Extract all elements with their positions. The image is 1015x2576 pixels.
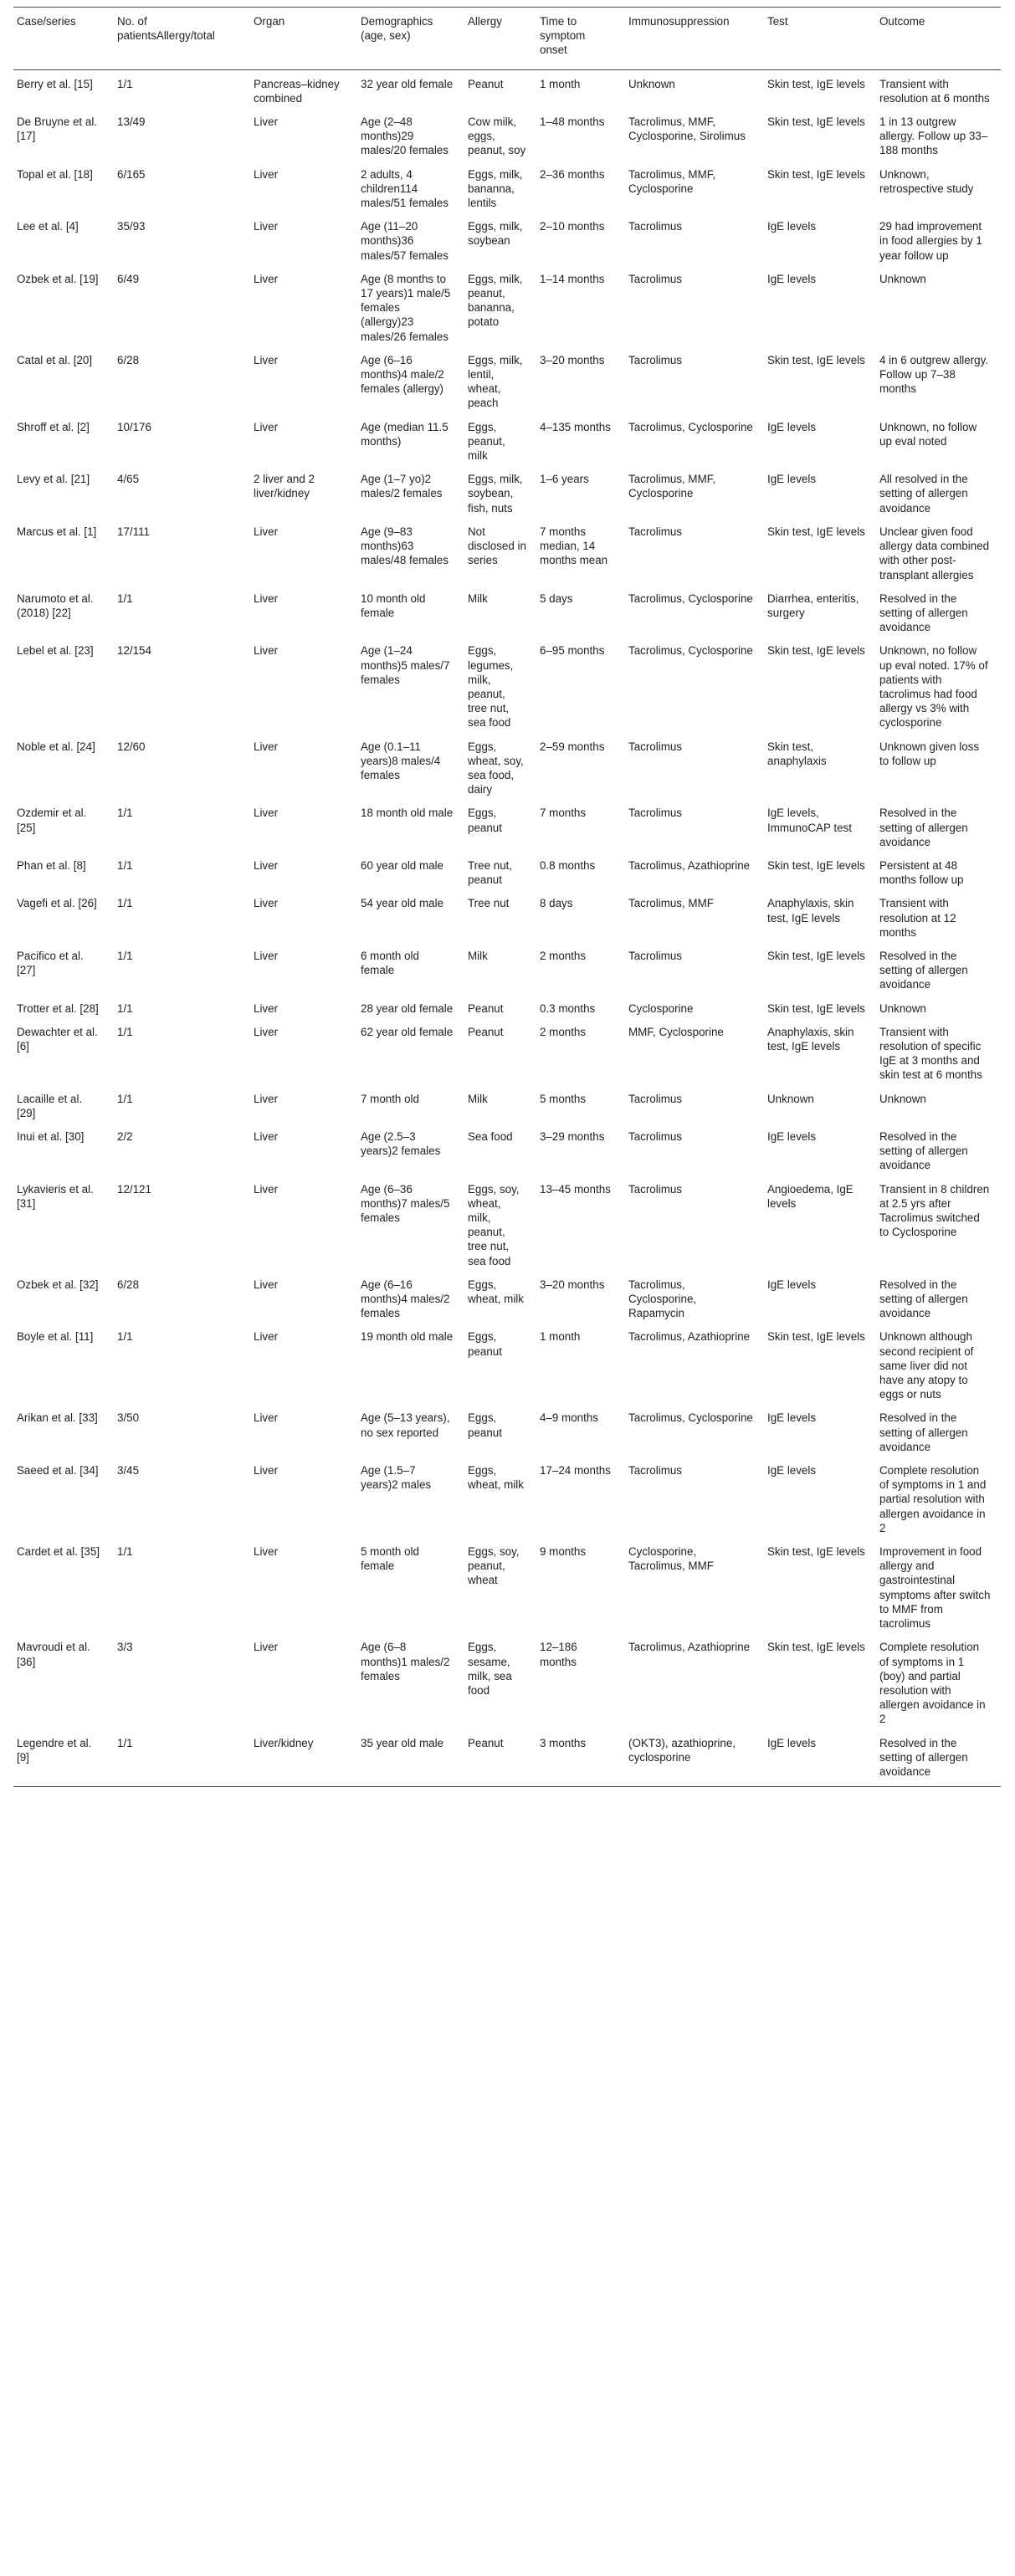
patients-cell: 6/49 <box>117 272 140 285</box>
outcome-cell: Resolved in the setting of allergen avoidance <box>879 592 968 634</box>
outcome-cell: Unknown <box>879 1092 926 1105</box>
test-cell: IgE levels <box>767 1130 817 1143</box>
organ-cell: Liver <box>254 525 279 538</box>
table-row <box>13 857 1001 894</box>
demographics-cell: Age (6–36 months)7 males/5 females <box>361 1182 450 1225</box>
patients-cell: 13/49 <box>117 115 146 129</box>
demographics-cell: Age (2–48 months)29 males/20 females <box>361 115 449 157</box>
case-series-cell: Noble et al. [24] <box>17 740 95 753</box>
demographics-cell: 2 adults, 4 children114 males/51 females <box>361 167 449 210</box>
outcome-cell: 29 had improvement in food allergies by 1 year follow up <box>879 220 982 262</box>
onset-cell: 4–135 months <box>540 420 611 433</box>
immunosuppression-cell: Tacrolimus, Cyclosporine <box>628 592 753 605</box>
table-row <box>13 470 1001 523</box>
demographics-cell: 60 year old male <box>361 858 443 872</box>
organ-cell: Liver <box>254 1464 279 1477</box>
patients-cell: 3/3 <box>117 1641 133 1654</box>
case-series-cell: Phan et al. [8] <box>17 858 86 872</box>
organ-cell: Liver <box>254 1092 279 1105</box>
organ-cell: Liver <box>254 1278 279 1291</box>
onset-cell: 2–10 months <box>540 220 605 233</box>
organ-cell: Liver <box>254 1130 279 1143</box>
test-cell: IgE levels <box>767 473 817 486</box>
onset-cell: 1–48 months <box>540 115 605 129</box>
allergy-cell: Eggs, milk, soybean <box>468 220 523 248</box>
case-series-cell: Inui et al. [30] <box>17 1130 85 1143</box>
table-row <box>13 642 1001 737</box>
table-row <box>13 166 1001 218</box>
immunosuppression-cell: Tacrolimus, MMF, Cyclosporine <box>628 167 716 195</box>
test-cell: Skin test, anaphylaxis <box>767 740 827 767</box>
table-header <box>13 8 1001 70</box>
allergy-cell: Eggs, milk, lentil, wheat, peach <box>468 353 523 410</box>
patients-cell: 2/2 <box>117 1130 133 1143</box>
test-cell: Skin test, IgE levels <box>767 77 865 90</box>
allergy-cell: Eggs, wheat, soy, sea food, dairy <box>468 740 524 796</box>
test-cell: Anaphylaxis, skin test, IgE levels <box>767 1025 854 1052</box>
test-cell: Unknown <box>767 1092 814 1105</box>
demographics-cell: 54 year old male <box>361 897 443 910</box>
patients-cell: 3/45 <box>117 1464 140 1477</box>
patients-cell: 4/65 <box>117 473 140 486</box>
table-row <box>13 1462 1001 1543</box>
outcome-cell: All resolved in the setting of allergen avoidance <box>879 473 968 515</box>
case-series-cell: Pacifico et al. [27] <box>17 949 84 977</box>
onset-cell: 1–6 years <box>540 473 589 486</box>
organ-cell: Liver <box>254 420 279 433</box>
demographics-cell: Age (11–20 months)36 males/57 females <box>361 220 449 262</box>
table-row <box>13 1023 1001 1090</box>
immunosuppression-cell: Tacrolimus, Cyclosporine, Rapamycin <box>628 1278 697 1320</box>
patients-cell: 6/28 <box>117 1278 140 1291</box>
allergy-cell: Eggs, peanut, milk <box>468 420 505 463</box>
demographics-cell: 6 month old female <box>361 949 419 977</box>
demographics-cell: Age (5–13 years), no sex reported <box>361 1411 450 1439</box>
test-cell: IgE levels <box>767 220 817 233</box>
case-series-cell: De Bruyne et al. [17] <box>17 115 98 143</box>
onset-cell: 9 months <box>540 1545 587 1559</box>
case-series-cell: Vagefi et al. [26] <box>17 897 97 910</box>
immunosuppression-cell: (OKT3), azathioprine, cyclosporine <box>628 1736 736 1764</box>
test-cell: IgE levels <box>767 1464 817 1477</box>
demographics-cell: Age (6–8 months)1 males/2 females <box>361 1641 450 1682</box>
test-cell: IgE levels <box>767 420 817 433</box>
outcome-cell: Transient with resolution at 6 months <box>879 77 990 105</box>
onset-cell: 5 days <box>540 592 573 605</box>
demographics-cell: Age (8 months to 17 years)1 male/5 females (allergy)23 males/26 females <box>361 272 451 343</box>
organ-cell: Liver <box>254 1411 279 1425</box>
allergy-cell: Eggs, soy, peanut, wheat <box>468 1545 520 1587</box>
header-organ: Organ <box>254 15 285 28</box>
table-row <box>13 1090 1001 1128</box>
onset-cell: 3 months <box>540 1736 587 1749</box>
outcome-cell: Unknown although second recipient of same liver did not have any atopy to eggs or nuts <box>879 1330 974 1401</box>
outcome-cell: Unknown <box>879 1001 926 1015</box>
demographics-cell: 35 year old male <box>361 1736 443 1749</box>
table-row <box>13 1000 1001 1023</box>
allergy-cell: Eggs, sesame, milk, sea food <box>468 1641 512 1697</box>
outcome-cell: Unknown, retrospective study <box>879 167 974 195</box>
allergy-cell: Milk <box>468 592 488 605</box>
test-cell: Skin test, IgE levels <box>767 644 865 658</box>
outcome-cell: Unknown <box>879 272 926 285</box>
immunosuppression-cell: Tacrolimus, Azathioprine <box>628 1641 751 1654</box>
organ-cell: Liver <box>254 220 279 233</box>
organ-cell: Liver <box>254 115 279 129</box>
case-series-cell: Marcus et al. [1] <box>17 525 97 538</box>
onset-cell: 6–95 months <box>540 644 605 658</box>
patients-cell: 3/50 <box>117 1411 140 1425</box>
patients-cell: 1/1 <box>117 1001 133 1015</box>
immunosuppression-cell: Tacrolimus, Cyclosporine <box>628 1411 753 1425</box>
immunosuppression-cell: Tacrolimus, Azathioprine <box>628 858 751 872</box>
immunosuppression-cell: Tacrolimus <box>628 740 682 753</box>
outcome-cell: 4 in 6 outgrew allergy. Follow up 7–38 months <box>879 353 989 396</box>
case-series-cell: Levy et al. [21] <box>17 473 90 486</box>
demographics-cell: 19 month old male <box>361 1330 454 1344</box>
immunosuppression-cell: Unknown <box>628 77 675 90</box>
organ-cell: Liver <box>254 807 279 820</box>
onset-cell: 1–14 months <box>540 272 605 285</box>
table-row <box>13 218 1001 270</box>
demographics-cell: 5 month old female <box>361 1545 419 1573</box>
case-series-cell: Lee et al. [4] <box>17 220 79 233</box>
patients-cell: 1/1 <box>117 858 133 872</box>
test-cell: Angioedema, IgE levels <box>767 1182 854 1210</box>
patients-cell: 1/1 <box>117 897 133 910</box>
allergy-cell: Eggs, milk, peanut, bananna, potato <box>468 272 523 329</box>
test-cell: Skin test, IgE levels <box>767 1641 865 1654</box>
patients-cell: 1/1 <box>117 1545 133 1559</box>
test-cell: Skin test, IgE levels <box>767 525 865 538</box>
outcome-cell: Unknown given loss to follow up <box>879 740 980 767</box>
patients-cell: 6/28 <box>117 353 140 366</box>
allergy-cell: Not disclosed in series <box>468 525 526 567</box>
table-row <box>13 1638 1001 1734</box>
outcome-cell: Unknown, no follow up eval noted <box>879 420 977 448</box>
table-row <box>13 1409 1001 1462</box>
allergy-cell: Milk <box>468 1092 488 1105</box>
allergy-cell: Eggs, milk, bananna, lentils <box>468 167 523 210</box>
case-series-cell: Ozbek et al. [19] <box>17 272 99 285</box>
table-row <box>13 1128 1001 1180</box>
test-cell: Skin test, IgE levels <box>767 353 865 366</box>
demographics-cell: Age (1.5–7 years)2 males <box>361 1464 432 1492</box>
test-cell: Anaphylaxis, skin test, IgE levels <box>767 897 854 924</box>
onset-cell: 7 months median, 14 months mean <box>540 525 608 567</box>
onset-cell: 8 days <box>540 897 573 910</box>
case-series-cell: Lacaille et al. [29] <box>17 1092 83 1119</box>
test-cell: Diarrhea, enteritis, surgery <box>767 592 859 619</box>
allergy-cell: Peanut <box>468 1001 504 1015</box>
onset-cell: 5 months <box>540 1092 587 1105</box>
demographics-cell: Age (2.5–3 years)2 females <box>361 1130 441 1158</box>
onset-cell: 12–186 months <box>540 1641 577 1668</box>
organ-cell: Liver <box>254 644 279 658</box>
onset-cell: 2–59 months <box>540 740 605 753</box>
test-cell: Skin test, IgE levels <box>767 115 865 129</box>
allergy-cell: Peanut <box>468 1736 504 1749</box>
case-series-cell: Legendre et al. [9] <box>17 1736 92 1764</box>
organ-cell: Liver <box>254 858 279 872</box>
outcome-cell: Transient with resolution of specific IgE at 3 months and skin test at 6 months <box>879 1025 982 1082</box>
case-series-cell: Boyle et al. [11] <box>17 1330 94 1344</box>
test-cell: Skin test, IgE levels <box>767 858 865 872</box>
demographics-cell: 7 month old <box>361 1092 419 1105</box>
organ-cell: Liver <box>254 949 279 962</box>
outcome-cell: Improvement in food allergy and gastrointestinal symptoms after switch to MMF from tacrolimus <box>879 1545 991 1631</box>
case-series-cell: Shroff et al. [2] <box>17 420 90 433</box>
allergy-cell: Peanut <box>468 77 504 90</box>
case-series-table <box>13 7 1001 1787</box>
immunosuppression-cell: Tacrolimus <box>628 1182 682 1196</box>
test-cell: Skin test, IgE levels <box>767 1545 865 1559</box>
table-row <box>13 1276 1001 1329</box>
onset-cell: 1 month <box>540 77 581 90</box>
case-series-cell: Trotter et al. [28] <box>17 1001 99 1015</box>
table-row <box>13 894 1001 947</box>
onset-cell: 4–9 months <box>540 1411 598 1425</box>
immunosuppression-cell: Tacrolimus <box>628 1092 682 1105</box>
onset-cell: 17–24 months <box>540 1464 611 1477</box>
table-row <box>13 738 1001 805</box>
case-series-cell: Cardet et al. [35] <box>17 1545 100 1559</box>
case-series-cell: Berry et al. [15] <box>17 77 93 90</box>
patients-cell: 1/1 <box>117 77 133 90</box>
demographics-cell: 32 year old female <box>361 77 454 90</box>
allergy-cell: Peanut <box>468 1025 504 1038</box>
onset-cell: 3–20 months <box>540 353 605 366</box>
demographics-cell: Age (0.1–11 years)8 males/4 females <box>361 740 441 781</box>
demographics-cell: 10 month old female <box>361 592 426 619</box>
outcome-cell: Persistent at 48 months follow up <box>879 858 964 887</box>
header-demographics: Demographics (age, sex) <box>361 15 433 43</box>
immunosuppression-cell: Tacrolimus <box>628 525 682 538</box>
organ-cell: Liver/kidney <box>254 1736 314 1749</box>
patients-cell: 1/1 <box>117 1330 133 1344</box>
immunosuppression-cell: Tacrolimus, MMF, Cyclosporine <box>628 473 716 500</box>
patients-cell: 10/176 <box>117 420 151 433</box>
outcome-cell: Complete resolution of symptoms in 1 and partial resolution with allergen avoidance in 2 <box>879 1464 987 1534</box>
patients-cell: 35/93 <box>117 220 146 233</box>
table-row <box>13 69 1001 113</box>
table-row <box>13 418 1001 471</box>
organ-cell: 2 liver and 2 liver/kidney <box>254 473 315 500</box>
demographics-cell: 28 year old female <box>361 1001 454 1015</box>
allergy-cell: Eggs, peanut <box>468 1411 502 1439</box>
organ-cell: Liver <box>254 740 279 753</box>
allergy-cell: Eggs, wheat, milk <box>468 1278 524 1306</box>
outcome-cell: Resolved in the setting of allergen avoidance <box>879 1736 968 1778</box>
immunosuppression-cell: Tacrolimus <box>628 220 682 233</box>
case-series-cell: Dewachter et al. [6] <box>17 1025 98 1052</box>
patients-cell: 1/1 <box>117 1025 133 1038</box>
case-series-cell: Catal et al. [20] <box>17 353 93 366</box>
allergy-cell: Eggs, peanut <box>468 807 502 834</box>
allergy-cell: Cow milk, eggs, peanut, soy <box>468 115 526 157</box>
outcome-cell: Resolved in the setting of allergen avoidance <box>879 1278 968 1320</box>
onset-cell: 2 months <box>540 1025 587 1038</box>
table-row <box>13 351 1001 418</box>
organ-cell: Pancreas–kidney combined <box>254 77 340 105</box>
immunosuppression-cell: Tacrolimus, Cyclosporine <box>628 644 753 658</box>
test-cell: IgE levels <box>767 1411 817 1425</box>
onset-cell: 2–36 months <box>540 167 605 181</box>
case-series-cell: Topal et al. [18] <box>17 167 93 181</box>
test-cell: Skin test, IgE levels <box>767 1001 865 1015</box>
table-row <box>13 947 1001 1000</box>
demographics-cell: Age (6–16 months)4 male/2 females (allergy) <box>361 353 444 396</box>
case-series-cell: Ozbek et al. [32] <box>17 1278 99 1291</box>
demographics-cell: Age (1–24 months)5 males/7 females <box>361 644 450 686</box>
header-case-series: Case/series <box>17 15 76 28</box>
header-time-to-onset: Time to symptom onset <box>540 15 586 57</box>
case-series-cell: Narumoto et al. (2018) [22] <box>17 592 94 619</box>
organ-cell: Liver <box>254 1330 279 1344</box>
case-series-cell: Lykavieris et al. [31] <box>17 1182 94 1210</box>
header-allergy: Allergy <box>468 15 502 28</box>
outcome-cell: 1 in 13 outgrew allergy. Follow up 33–188 months <box>879 115 988 157</box>
header-immunosuppression: Immunosuppression <box>628 15 730 28</box>
immunosuppression-cell: Tacrolimus, Cyclosporine <box>628 420 753 433</box>
immunosuppression-cell: Tacrolimus, MMF, Cyclosporine, Sirolimus <box>628 115 746 143</box>
immunosuppression-cell: Tacrolimus <box>628 272 682 285</box>
test-cell: Skin test, IgE levels <box>767 1330 865 1344</box>
test-cell: IgE levels <box>767 1278 817 1291</box>
outcome-cell: Resolved in the setting of allergen avoidance <box>879 949 968 991</box>
table-row <box>13 270 1001 351</box>
test-cell: Skin test, IgE levels <box>767 949 865 962</box>
immunosuppression-cell: Tacrolimus, Azathioprine <box>628 1330 751 1344</box>
outcome-cell: Resolved in the setting of allergen avoidance <box>879 1411 968 1453</box>
demographics-cell: 18 month old male <box>361 807 454 820</box>
organ-cell: Liver <box>254 592 279 605</box>
onset-cell: 13–45 months <box>540 1182 611 1196</box>
outcome-cell: Complete resolution of symptoms in 1 (boy) and partial resolution with allergen avoidance in 2 <box>879 1641 986 1726</box>
organ-cell: Liver <box>254 897 279 910</box>
case-series-cell: Saeed et al. [34] <box>17 1464 99 1477</box>
patients-cell: 12/121 <box>117 1182 151 1196</box>
demographics-cell: Age (6–16 months)4 males/2 females <box>361 1278 450 1320</box>
case-series-cell: Arikan et al. [33] <box>17 1411 98 1425</box>
organ-cell: Liver <box>254 1545 279 1559</box>
demographics-cell: Age (1–7 yo)2 males/2 females <box>361 473 443 500</box>
patients-cell: 1/1 <box>117 1736 133 1749</box>
organ-cell: Liver <box>254 167 279 181</box>
allergy-cell: Tree nut, peanut <box>468 858 513 887</box>
header-test: Test <box>767 15 788 28</box>
organ-cell: Liver <box>254 1182 279 1196</box>
outcome-cell: Unknown, no follow up eval noted. 17% of patients with tacrolimus had food allergy vs 3% with cyclosporine <box>879 644 988 730</box>
allergy-cell: Milk <box>468 949 488 962</box>
outcome-cell: Transient in 8 children at 2.5 yrs after Tacrolimus switched to Cyclosporine <box>879 1182 990 1239</box>
allergy-cell: Sea food <box>468 1130 513 1143</box>
onset-cell: 3–20 months <box>540 1278 605 1291</box>
patients-cell: 17/111 <box>117 525 150 538</box>
allergy-cell: Eggs, milk, soybean, fish, nuts <box>468 473 523 515</box>
patients-cell: 1/1 <box>117 592 133 605</box>
table-row <box>13 1328 1001 1409</box>
onset-cell: 0.3 months <box>540 1001 596 1015</box>
demographics-cell: Age (median 11.5 months) <box>361 420 449 448</box>
immunosuppression-cell: MMF, Cyclosporine <box>628 1025 724 1038</box>
immunosuppression-cell: Tacrolimus <box>628 949 682 962</box>
onset-cell: 0.8 months <box>540 858 596 872</box>
table-row <box>13 1734 1001 1787</box>
outcome-cell: Resolved in the setting of allergen avoidance <box>879 807 968 848</box>
organ-cell: Liver <box>254 1641 279 1654</box>
immunosuppression-cell: Tacrolimus <box>628 1464 682 1477</box>
table-body <box>13 69 1001 1787</box>
header-outcome: Outcome <box>879 15 925 28</box>
table-row <box>13 523 1001 590</box>
immunosuppression-cell: Tacrolimus, MMF <box>628 897 714 910</box>
immunosuppression-cell: Cyclosporine <box>628 1001 694 1015</box>
allergy-cell: Eggs, soy, wheat, milk, peanut, tree nut, sea food <box>468 1182 520 1268</box>
demographics-cell: 62 year old female <box>361 1025 454 1038</box>
outcome-cell: Transient with resolution at 12 months <box>879 897 956 939</box>
patients-cell: 6/165 <box>117 167 146 181</box>
table-row <box>13 1180 1001 1276</box>
test-cell: Skin test, IgE levels <box>767 167 865 181</box>
case-series-table-container <box>13 7 1001 1787</box>
organ-cell: Liver <box>254 1001 279 1015</box>
case-series-cell: Ozdemir et al. [25] <box>17 807 87 834</box>
demographics-cell: Age (9–83 months)63 males/48 females <box>361 525 449 567</box>
patients-cell: 12/154 <box>117 644 151 658</box>
onset-cell: 7 months <box>540 807 587 820</box>
table-row <box>13 804 1001 857</box>
immunosuppression-cell: Tacrolimus <box>628 353 682 366</box>
patients-cell: 1/1 <box>117 807 133 820</box>
table-row <box>13 1543 1001 1638</box>
allergy-cell: Eggs, peanut <box>468 1330 502 1358</box>
table-row <box>13 590 1001 643</box>
case-series-cell: Mavroudi et al. [36] <box>17 1641 90 1668</box>
patients-cell: 1/1 <box>117 1092 133 1105</box>
test-cell: IgE levels <box>767 1736 817 1749</box>
organ-cell: Liver <box>254 1025 279 1038</box>
test-cell: IgE levels, ImmunoCAP test <box>767 807 852 834</box>
patients-cell: 1/1 <box>117 949 133 962</box>
allergy-cell: Eggs, wheat, milk <box>468 1464 524 1492</box>
patients-cell: 12/60 <box>117 740 146 753</box>
table-row <box>13 113 1001 166</box>
header-patients: No. of patientsAllergy/total <box>117 15 215 43</box>
immunosuppression-cell: Cyclosporine, Tacrolimus, MMF <box>628 1545 714 1573</box>
allergy-cell: Eggs, legumes, milk, peanut, tree nut, sea food <box>468 644 514 730</box>
onset-cell: 3–29 months <box>540 1130 605 1143</box>
immunosuppression-cell: Tacrolimus <box>628 807 682 820</box>
test-cell: IgE levels <box>767 272 817 285</box>
organ-cell: Liver <box>254 353 279 366</box>
onset-cell: 1 month <box>540 1330 581 1344</box>
allergy-cell: Tree nut <box>468 897 510 910</box>
outcome-cell: Resolved in the setting of allergen avoidance <box>879 1130 968 1172</box>
organ-cell: Liver <box>254 272 279 285</box>
outcome-cell: Unclear given food allergy data combined with other post-transplant allergies <box>879 525 990 581</box>
immunosuppression-cell: Tacrolimus <box>628 1130 682 1143</box>
case-series-cell: Lebel et al. [23] <box>17 644 94 658</box>
onset-cell: 2 months <box>540 949 587 962</box>
header-row <box>13 8 1001 70</box>
